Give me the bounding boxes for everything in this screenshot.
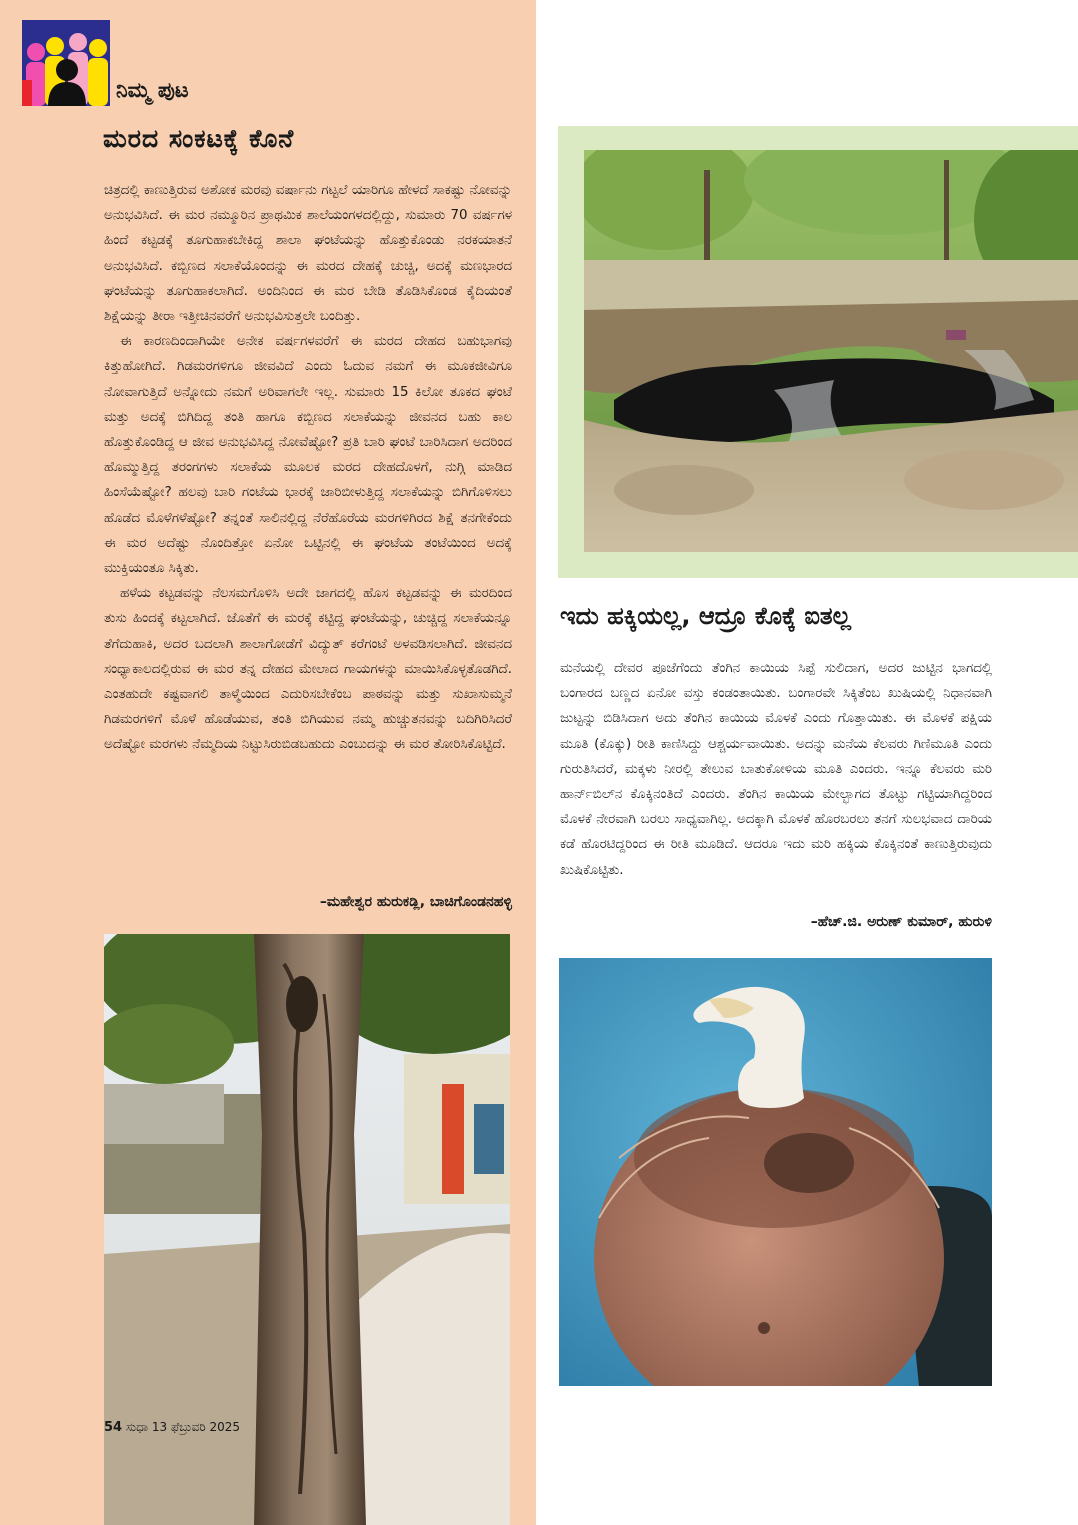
- coconut-sprout-photo: [559, 958, 992, 1386]
- article1-byline: –ಮಹೇಶ್ವರ ಹುರುಕಡ್ಲಿ, ಬಾಚಿಗೊಂಡನಹಳ್ಳಿ: [319, 894, 512, 910]
- page-footer: [104, 1420, 240, 1435]
- article1-paragraph: ಈ ಕಾರಣದಿಂದಾಗಿಯೇ ಅನೇಕ ವರ್ಷಗಳವರೆಗೆ ಈ ಮರದ ದೇಹದ ಬಹುಭಾಗವು ಕಿತ್ತುಹೋಗಿದೆ. ಗಿಡಮರಗಳಿಗೂ ಜೀವವಿದೆ ಎಂದು ಓದುವ ನಮಗೆ ಈ ಮೂಕಜೀವಿಗೂ ನೋವಾಗುತ್ತಿದೆ ಅನ್ನೋದು ನಮಗೆ ಅರಿವಾಗಲೇ ಇಲ್ಲ. ಸುಮಾರು 15 ಕಿಲೋ ತೂಕದ ಘಂಟೆ ಮತ್ತು ಅದಕ್ಕೆ ಬಿಗಿದಿದ್ದ ತಂತಿ ಹಾಗೂ ಕಬ್ಬಿಣದ ಸಲಾಕೆಯನ್ನು ಜೀವನದ ಬಹು ಕಾಲ ಹೊತ್ತುಕೊಂಡಿದ್ದ ಆ ಜೀವ ಅನುಭವಿಸಿದ್ದ ನೋವೆಷ್ಟೋ? ಪ್ರತಿ ಬಾರಿ ಘಂಟೆ ಬಾರಿಸಿದಾಗ ಅದರಿಂದ ಹೊಮ್ಮುತ್ತಿದ್ದ ತರಂಗಗಳು ಸಲಾಕೆಯ ಮೂಲಕ ಮರದ ದೇಹದೊಳಗೆ, ನುಗ್ಗಿ ಮಾಡಿದ ಹಿಂಸೆಯೆಷ್ಟೋ? ಹಲವು ಬಾರಿ ಗಂಟೆಯ ಭಾರಕ್ಕೆ ಜಾರಿಬೀಳುತ್ತಿದ್ದ ಸಲಾಕೆಯನ್ನು ಬಿಗಿಗೊಳಿಸಲು ಹೊಡೆದ ಮೊಳೆಗಳೆಷ್ಟೋ? ತನ್ನಂತೆ ಸಾಲಿನಲ್ಲಿದ್ದ ನೆರೆಹೊರೆಯ ಮರಗಳಿಗಿರದ ಶಿಕ್ಷೆ ತನಗೇಕೆಂದು ಈ ಮರ ಅದೆಷ್ಟು ನೊಂದಿತ್ತೋ ಏನೋ ಒಟ್ಟಿನಲ್ಲಿ ಈ ಘಂಟೆಯ ತಂಟೆಯಿಂದ ಅದಕ್ಕೆ ಮುಕ್ತಿಯಂತೂ ಸಿಕ್ಕಿತು.: [104, 334, 512, 577]
- article2-paragraph: ಮನೆಯಲ್ಲಿ ದೇವರ ಪೂಜೆಗೆಂದು ತೆಂಗಿನ ಕಾಯಿಯ ಸಿಪ್ಪೆ ಸುಲಿದಾಗ, ಅದರ ಜುಟ್ಟಿನ ಭಾಗದಲ್ಲಿ ಬಂಗಾರದ ಬಣ್ಣದ ಏನೋ ವಸ್ತು ಕಂಡಂತಾಯಿತು. ಬಂಗಾರವೇ ಸಿಕ್ಕಿತೆಂಬ ಖುಷಿಯಲ್ಲಿ ನಿಧಾನವಾಗಿ ಜುಟ್ಟನ್ನು ಬಿಡಿಸಿದಾಗ ಅದು ತೆಂಗಿನ ಕಾಯಿಯ ಮೊಳಕೆ ಎಂದು ಗೊತ್ತಾಯಿತು. ಈ ಮೊಳಕೆ ಪಕ್ಷಿಯ ಮೂತಿ (ಕೊಕ್ಕು) ರೀತಿ ಕಾಣಿಸಿದ್ದು ಆಶ್ಚರ್ಯವಾಯಿತು. ಅದನ್ನು ಮನೆಯ ಕೆಲವರು ಗಿಣಿಮೂತಿ ಎಂದು ಗುರುತಿಸಿದರೆ, ಮಕ್ಕಳು ನೀರಲ್ಲಿ ತೇಲುವ ಬಾತುಕೋಳಿಯ ಮೂತಿ ಎಂದರು. ಇನ್ನೂ ಕೆಲವರು ಮರಿ ಹಾರ್ನ್‌ಬಿಲ್‌ನ ಕೊಕ್ಕಿನಂತಿದೆ ಎಂದರು. ತೆಂಗಿನ ಕಾಯಿಯ ಮೇಲ್ಭಾಗದ ತೊಟ್ಟು ಗಟ್ಟಿಯಾಗಿದ್ದರಿಂದ ಮೊಳಕೆ ನೇರವಾಗಿ ಬರಲು ಸಾಧ್ಯವಾಗಿಲ್ಲ. ಅದಕ್ಕಾಗಿ ಮೊಳಕೆ ಹೊರಬರಲು ತನಗೆ ಸುಲಭವಾದ ದಾರಿಯ ಕಡೆ ಹೊರಟಿದ್ದರಿಂದ ಈ ರೀತಿ ಮೂಡಿದೆ. ಆದರೂ ಇದು ಮರಿ ಹಕ್ಕಿಯ ಕೊಕ್ಕಿನಂತೆ ಕಾಣುತ್ತಿರುವುದು ಖುಷಿಕೊಟ್ಟಿತು.: [560, 661, 992, 878]
- page-number: 54: [104, 1420, 123, 1435]
- article2-body: [560, 656, 992, 883]
- people-silhouettes-icon: [22, 20, 110, 106]
- article1-title: ಮರದ ಸಂಕಟಕ್ಕೆ ಕೊನೆ: [103, 124, 295, 153]
- cave-photo: [584, 150, 1078, 552]
- section-logo: [22, 20, 110, 106]
- article2-byline: –ಹೆಚ್.ಜಿ. ಅರುಣ್ ಕುಮಾರ್, ಹುರುಳಿ: [810, 914, 992, 930]
- tree-photo: [104, 934, 510, 1525]
- article1-paragraph: ಹಳೆಯ ಕಟ್ಟಡವನ್ನು ನೆಲಸಮಗೊಳಿಸಿ ಅದೇ ಜಾಗದಲ್ಲಿ ಹೊಸ ಕಟ್ಟಡವನ್ನು ಈ ಮರದಿಂದ ತುಸು ಹಿಂದಕ್ಕೆ ಕಟ್ಟಲಾಗಿದೆ. ಜೊತೆಗೆ ಈ ಮರಕ್ಕೆ ಕಟ್ಟಿದ್ದ ಘಂಟೆಯನ್ನು, ಚುಚ್ಚಿದ್ದ ಸಲಾಕೆಯನ್ನೂ ತೆಗೆದುಹಾಕಿ, ಅದರ ಬದಲಾಗಿ ಶಾಲಾಗೋಡೆಗೆ ವಿದ್ಯುತ್ ಕರೆಗಂಟೆ ಅಳವಡಿಸಲಾಗಿದೆ. ಜೀವನದ ಸಂಧ್ಯಾಕಾಲದಲ್ಲಿರುವ ಈ ಮರ ತನ್ನ ದೇಹದ ಮೇಲಾದ ಗಾಯಗಳನ್ನು ಮಾಯಿಸಿಕೊಳ್ಳತೊಡಗಿದೆ. ಎಂತಹುದೇ ಕಷ್ಟವಾಗಲಿ ತಾಳ್ಮೆಯಿಂದ ಎದುರಿಸಬೇಕೆಂಬ ಪಾಠವನ್ನು ಮತ್ತು ಸುಖಾಸುಮ್ಮನೆ ಗಿಡಮರಗಳಿಗೆ ಮೊಳೆ ಹೊಡೆಯುವ, ತಂತಿ ಬಿಗಿಯುವ ನಮ್ಮ ಹುಚ್ಚುತನವನ್ನು ಬದಿಗಿರಿಸಿದರೆ ಅದೆಷ್ಟೋ ಮರಗಳು ನೆಮ್ಮದಿಯ ನಿಟ್ಟುಸಿರುಬಿಡಬಹುದು ಎಂಬುದನ್ನು ಈ ಮರ ತೋರಿಸಿಕೊಟ್ಟಿದೆ.: [104, 586, 512, 753]
- publication-info: ಸುಧಾ 13 ಫೆಬ್ರುವರಿ 2025: [125, 1420, 241, 1434]
- section-label: ನಿಮ್ಮ ಪುಟ: [116, 78, 189, 102]
- article2-title: ಇದು ಹಕ್ಕಿಯಲ್ಲ, ಆದ್ರೂ ಕೊಕ್ಕೆ ಐತಲ್ಲ: [560, 602, 852, 630]
- article1-body: [104, 178, 512, 758]
- article1-paragraph: ಚಿತ್ರದಲ್ಲಿ ಕಾಣುತ್ತಿರುವ ಅಶೋಕ ಮರವು ವರ್ಷಾನು ಗಟ್ಟಲೆ ಯಾರಿಗೂ ಹೇಳದೆ ಸಾಕಷ್ಟು ನೋವನ್ನು ಅನುಭವಿಸಿದೆ. ಈ ಮರ ನಮ್ಮೂರಿನ ಪ್ರಾಥಮಿಕ ಶಾಲೆಯಂಗಳದಲ್ಲಿದ್ದು, ಸುಮಾರು 70 ವರ್ಷಗಳ ಹಿಂದೆ ಕಟ್ಟಡಕ್ಕೆ ತೂಗುಹಾಕಬೇಕಿದ್ದ ಶಾಲಾ ಘಂಟೆಯನ್ನು ಹೊತ್ತುಕೊಂಡು ನರಕಯಾತನೆ ಅನುಭವಿಸಿದೆ. ಕಬ್ಬಿಣದ ಸಲಾಕೆಯೊಂದನ್ನು ಈ ಮರದ ದೇಹಕ್ಕೆ ಚುಚ್ಚಿ, ಅದಕ್ಕೆ ಮಣಭಾರದ ಘಂಟೆಯನ್ನು ತೂಗುಹಾಕಲಾಗಿದೆ. ಅಂದಿನಿಂದ ಈ ಮರ ಬೇಡಿ ತೊಡಿಸಿಕೊಂಡ ಕೈದಿಯಂತೆ ಶಿಕ್ಷೆಯನ್ನು ತೀರಾ ಇತ್ತೀಚಿನವರೆಗೆ ಅನುಭವಿಸುತ್ತಲೇ ಬಂದಿತ್ತು.: [104, 183, 512, 325]
